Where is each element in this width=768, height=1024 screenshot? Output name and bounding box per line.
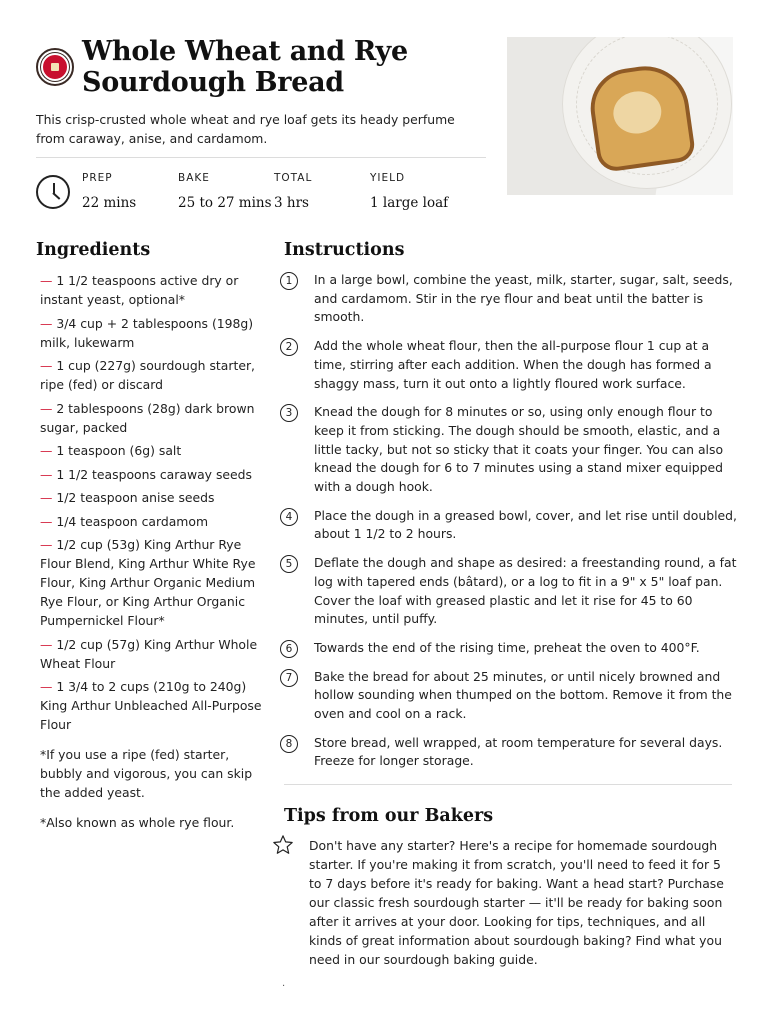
ingredient-item: — 1/2 cup (57g) King Arthur Whole Wheat Flour [40,636,258,671]
brand-logo [36,48,74,86]
step-text: In a large bowl, combine the yeast, milk, starter, sugar, salt, seeds, and cardamom. Stir in the rye flour and beat until the batter is smooth. [314,272,733,325]
logo-emblem [41,53,69,81]
tips-heading: Tips from our Bakers [284,806,494,826]
star-icon [272,834,294,856]
step-number: 6 [280,640,298,658]
step-number: 3 [280,404,298,422]
ingredient-item: — 1 teaspoon (6g) salt [40,443,182,458]
meta-yield [370,172,448,211]
instruction-step [278,554,738,629]
tips-text: Don't have any starter? Here's a recipe for homemade sourdough starter. If you're making it from scratch, you'll need to feed it for 5 to 7 days before it's ready for baking. Want a head start? Purchase our classic fresh sourdough starter — it'll be ready for baking soon after it arrives at your door. Looking for tips, techniques, and all kinds of great information about sourdough baking? Find what you need in our sourdough baking guide. [309,838,724,967]
instructions-list [278,271,738,781]
step-text: Deflate the dough and shape as desired: a freestanding round, a fat log with tapered ends (bâtard), or a log to fit in a 9" x 5" loaf pan. Cover the loaf with greased plastic and let it rise for 45 to 60 minutes, until puffy. [314,555,737,627]
step-number: 1 [280,272,298,290]
step-number: 5 [280,555,298,573]
step-number: 2 [280,338,298,356]
recipe-photo [507,37,733,195]
meta-total-label: TOTAL [274,172,313,184]
recipe-title: Whole Wheat and Rye Sourdough Bread [82,36,408,98]
meta-prep-value: 22 mins [82,195,137,211]
header-divider [36,157,486,158]
step-text: Place the dough in a greased bowl, cover, and let rise until doubled, about 1 1/2 to 2 hours. [314,507,737,542]
ingredients-heading: Ingredients [36,240,151,260]
clock-icon [36,175,70,209]
ingredient-item: — 1 1/2 teaspoons active dry or instant yeast, optional* [40,273,239,307]
step-number: 7 [280,669,298,687]
instructions-heading: Instructions [284,240,405,260]
tips-divider [284,784,732,785]
step-text: Towards the end of the rising time, preheat the oven to 400°F. [314,639,700,655]
step-text: Store bread, well wrapped, at room temperature for several days. Freeze for longer storage. [314,734,723,769]
recipe-meta [36,172,486,222]
ingredient-item: — 1 cup (227g) sourdough starter, ripe (fed) or discard [40,358,255,392]
meta-bake [178,172,272,211]
meta-total [274,172,312,211]
instruction-step [278,337,738,393]
ingredient-item: — 2 tablespoons (28g) dark brown sugar, packed [40,400,255,435]
step-text: Add the whole wheat flour, then the all-purpose flour 1 cup at a time, stirring after each addition. When the dough has formed a shaggy mass, turn it out onto a lightly floured work surface. [314,338,712,391]
instruction-step [278,639,738,658]
recipe-intro: This crisp-crusted whole wheat and rye loaf gets its heady perfume from caraway, anise, and cardamom. [36,112,455,146]
ingredient-item: — 3/4 cup + 2 tablespoons (198g) milk, lukewarm [40,315,254,350]
meta-yield-value: 1 large loaf [370,195,449,211]
step-text: Bake the bread for about 25 minutes, or until nicely browned and hollow sounding when thumped on the bottom. Remove it from the oven and cool on a rack. [314,668,732,722]
meta-bake-value: 25 to 27 mins [178,195,272,211]
instruction-step [278,734,738,771]
instruction-step [278,403,738,497]
instruction-step [278,271,738,327]
ingredient-item: — 1 1/2 teaspoons caraway seeds [40,466,252,482]
step-text: Knead the dough for 8 minutes or so, using only enough flour to keep it from sticking. The dough should be smooth, elastic, and a little tacky, but not so sticky that it coats your finger. You can also knead the dough for 6 to 7 minutes using a stand mixer equipped with a dough hook. [314,404,724,495]
ingredients-list [40,271,270,832]
step-number: 8 [280,735,298,753]
ingredient-item: — 1 3/4 to 2 cups (210g to 240g) King Arthur Unbleached All-Purpose Flour [40,679,262,732]
meta-total-value: 3 hrs [274,195,309,211]
ingredient-item: — 1/2 cup (53g) King Arthur Rye Flour Blend, King Arthur White Rye Flour, King Arthur Organic Medium Rye Flour, or King Arthur Organic Pumpernickel Flour* [40,537,256,628]
meta-yield-label: YIELD [370,172,406,184]
ingredient-note-rye: *Also known as whole rye flour. [40,815,235,830]
instruction-step [278,507,738,544]
meta-prep [82,172,136,211]
tips-trailing-mark: . [282,978,286,989]
instruction-step [278,668,738,724]
step-number: 4 [280,508,298,526]
ingredient-item: — 1/2 teaspoon anise seeds [40,490,215,505]
meta-prep-label: PREP [82,172,113,184]
ingredient-note-starter: *If you use a ripe (fed) starter, bubbly and vigorous, you can skip the added yeast. [40,747,253,800]
meta-bake-label: BAKE [178,172,210,184]
ingredient-item: — 1/4 teaspoon cardamom [40,513,209,529]
